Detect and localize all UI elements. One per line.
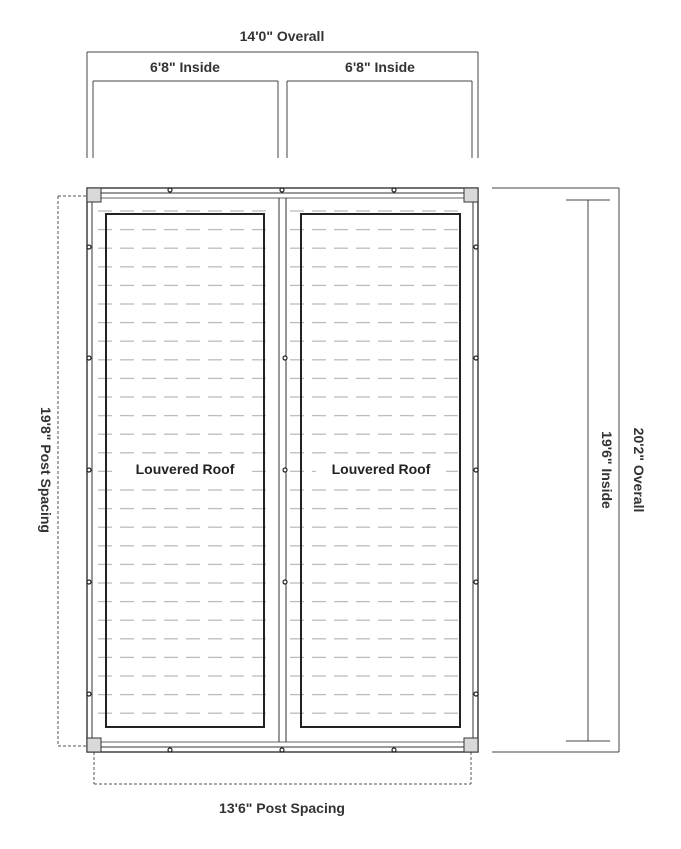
bottom-post-spacing-dim: [94, 752, 471, 784]
bolt-marker: [283, 356, 287, 360]
bolt-marker: [87, 580, 91, 584]
bolt-marker: [283, 468, 287, 472]
bolt-marker: [280, 188, 284, 192]
bolt-marker: [474, 245, 478, 249]
inside-right-label: 6'8" Inside: [345, 59, 415, 75]
bolt-marker: [168, 188, 172, 192]
bolt-marker: [474, 468, 478, 472]
post-spacing-width-label: 13'6" Post Spacing: [219, 800, 345, 816]
bolt-marker: [87, 692, 91, 696]
post-top-left: [87, 188, 101, 202]
post-bottom-left: [87, 738, 101, 752]
roof-panel-label-left: Louvered Roof: [135, 461, 235, 477]
post-top-right: [464, 188, 478, 202]
bolt-marker: [474, 356, 478, 360]
inside-left-label: 6'8" Inside: [150, 59, 220, 75]
bolt-marker: [87, 468, 91, 472]
bolt-marker: [87, 245, 91, 249]
bolt-marker: [280, 748, 284, 752]
bolt-marker: [283, 580, 287, 584]
roof-panel-label-right: Louvered Roof: [331, 461, 431, 477]
top-dimensions: [87, 52, 478, 158]
overall-width-label: 14'0" Overall: [239, 28, 325, 44]
post-spacing-depth-label: 19'8" Post Spacing: [38, 407, 54, 533]
bolt-marker: [87, 356, 91, 360]
overall-depth-label: 20'2" Overall: [631, 427, 647, 513]
inside-depth-label: 19'6" Inside: [599, 431, 615, 509]
bolt-marker: [474, 580, 478, 584]
bolt-marker: [392, 748, 396, 752]
bolt-marker: [474, 692, 478, 696]
post-bottom-right: [464, 738, 478, 752]
left-post-spacing-dim: [58, 196, 87, 746]
bolt-marker: [392, 188, 396, 192]
bolt-marker: [168, 748, 172, 752]
